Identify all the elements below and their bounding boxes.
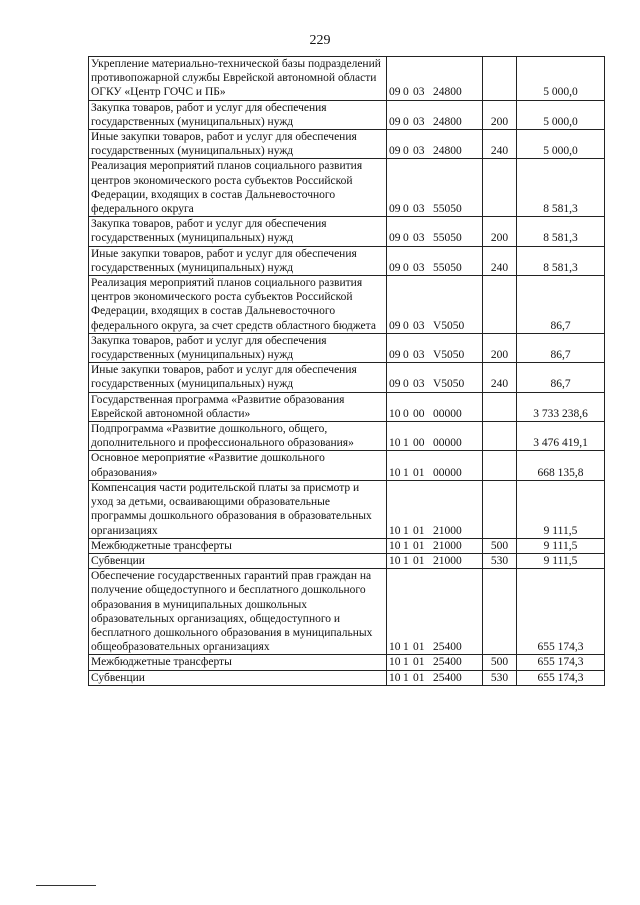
- row-name: Реализация мероприятий планов социального развития центров экономического роста субъектов Российской Федерации, входящих в состав Дальневосточного федерального округа: [89, 159, 387, 217]
- row-sum: 86,7: [517, 333, 605, 362]
- code-section: 10: [389, 671, 401, 684]
- code-program-type: 0: [403, 145, 409, 158]
- table-row: [89, 217, 605, 246]
- row-name: Закупка товаров, работ и услуг для обеспечения государственных (муниципальных) нужд: [89, 100, 387, 129]
- code-subsection: 01: [413, 641, 425, 654]
- row-sum: 5 000,0: [517, 57, 605, 101]
- row-sum: 3 733 238,6: [517, 392, 605, 421]
- table-row: [89, 451, 605, 480]
- table-row: [89, 246, 605, 275]
- row-code: [387, 276, 483, 334]
- code-subsection: 03: [413, 203, 425, 216]
- code-direction: 24800: [433, 115, 462, 128]
- row-name: Подпрограмма «Развитие дошкольного, общего, дополнительного и профессионального образования»: [89, 422, 387, 451]
- row-expense-type: [483, 276, 517, 334]
- table-row: [89, 480, 605, 538]
- code-subsection: 03: [413, 145, 425, 158]
- row-sum: 655 174,3: [517, 655, 605, 670]
- table-row: [89, 276, 605, 334]
- row-sum: 655 174,3: [517, 670, 605, 685]
- row-name: Реализация мероприятий планов социального развития центров экономического роста субъектов Российской Федерации, входящих в состав Дальневосточного федерального округа, за счет средств областного бюджета: [89, 276, 387, 334]
- row-name: Укрепление материально-технической базы подразделений противопожарной службы Еврейской автономной области ОГКУ «Центр ГОЧС и ПБ»: [89, 57, 387, 101]
- code-program-type: 1: [403, 656, 409, 669]
- code-program-type: 1: [403, 641, 409, 654]
- row-code: [387, 392, 483, 421]
- code-section: 10: [389, 524, 401, 537]
- code-subsection: 03: [413, 115, 425, 128]
- code-direction: 55050: [433, 232, 462, 245]
- table-row: [89, 159, 605, 217]
- row-expense-type: 240: [483, 363, 517, 392]
- code-subsection: 01: [413, 539, 425, 552]
- row-expense-type: 200: [483, 333, 517, 362]
- table-row: [89, 130, 605, 159]
- row-sum: 3 476 419,1: [517, 422, 605, 451]
- code-section: 09: [389, 261, 401, 274]
- row-sum: 9 111,5: [517, 538, 605, 553]
- row-code: [387, 553, 483, 568]
- row-code: [387, 451, 483, 480]
- code-subsection: 03: [413, 378, 425, 391]
- row-code: [387, 569, 483, 655]
- code-section: 10: [389, 554, 401, 567]
- table-row: [89, 422, 605, 451]
- code-direction: 25400: [433, 641, 462, 654]
- code-direction: 55050: [433, 261, 462, 274]
- code-section: 09: [389, 232, 401, 245]
- code-program-type: 1: [403, 437, 409, 450]
- code-direction: 21000: [433, 524, 462, 537]
- row-sum: 668 135,8: [517, 451, 605, 480]
- row-code: [387, 480, 483, 538]
- code-section: 09: [389, 203, 401, 216]
- code-subsection: 03: [413, 349, 425, 362]
- row-sum: 8 581,3: [517, 246, 605, 275]
- row-sum: 86,7: [517, 363, 605, 392]
- row-code: [387, 363, 483, 392]
- table-row: [89, 333, 605, 362]
- table-row: [89, 569, 605, 655]
- code-direction: V5050: [433, 378, 465, 391]
- code-section: 09: [389, 349, 401, 362]
- code-section: 10: [389, 539, 401, 552]
- row-name: Иные закупки товаров, работ и услуг для обеспечения государственных (муниципальных) нужд: [89, 130, 387, 159]
- code-subsection: 03: [413, 86, 425, 99]
- row-code: [387, 538, 483, 553]
- code-program-type: 0: [403, 86, 409, 99]
- code-section: 09: [389, 145, 401, 158]
- code-program-type: 1: [403, 554, 409, 567]
- table-row: [89, 553, 605, 568]
- code-section: 09: [389, 319, 401, 332]
- row-name: Обеспечение государственных гарантий прав граждан на получение общедоступного и бесплатного дошкольного образования в муниципальных дошкольных образовательных организациях, общедоступного и бесплатного дошкольного образования в муниципальных общеобразовательных организациях: [89, 569, 387, 655]
- code-subsection: 03: [413, 261, 425, 274]
- row-sum: 9 111,5: [517, 480, 605, 538]
- code-direction: V5050: [433, 319, 465, 332]
- code-direction: 24800: [433, 145, 462, 158]
- row-sum: 9 111,5: [517, 553, 605, 568]
- row-expense-type: 500: [483, 655, 517, 670]
- row-code: [387, 655, 483, 670]
- code-subsection: 01: [413, 466, 425, 479]
- budget-table: [88, 56, 605, 686]
- row-expense-type: 530: [483, 553, 517, 568]
- code-direction: 21000: [433, 554, 462, 567]
- row-expense-type: 240: [483, 130, 517, 159]
- row-code: [387, 422, 483, 451]
- code-program-type: 0: [403, 203, 409, 216]
- code-program-type: 0: [403, 407, 409, 420]
- code-direction: V5050: [433, 349, 465, 362]
- table-row: [89, 670, 605, 685]
- code-program-type: 0: [403, 378, 409, 391]
- row-code: [387, 130, 483, 159]
- table-row: [89, 363, 605, 392]
- code-program-type: 0: [403, 232, 409, 245]
- code-direction: 21000: [433, 539, 462, 552]
- row-name: Субвенции: [89, 670, 387, 685]
- code-program-type: 0: [403, 261, 409, 274]
- row-expense-type: [483, 569, 517, 655]
- code-program-type: 1: [403, 539, 409, 552]
- table-row: [89, 57, 605, 101]
- row-name: Закупка товаров, работ и услуг для обеспечения государственных (муниципальных) нужд: [89, 333, 387, 362]
- code-section: 10: [389, 466, 401, 479]
- row-name: Государственная программа «Развитие образования Еврейской автономной области»: [89, 392, 387, 421]
- code-section: 09: [389, 378, 401, 391]
- row-expense-type: 240: [483, 246, 517, 275]
- row-sum: 5 000,0: [517, 100, 605, 129]
- code-subsection: 01: [413, 671, 425, 684]
- row-code: [387, 246, 483, 275]
- code-program-type: 0: [403, 319, 409, 332]
- code-direction: 25400: [433, 671, 462, 684]
- row-expense-type: [483, 480, 517, 538]
- code-direction: 00000: [433, 466, 462, 479]
- row-code: [387, 57, 483, 101]
- code-section: 09: [389, 115, 401, 128]
- row-expense-type: [483, 451, 517, 480]
- code-direction: 55050: [433, 203, 462, 216]
- code-program-type: 0: [403, 349, 409, 362]
- code-section: 10: [389, 656, 401, 669]
- footer-rule: [36, 885, 96, 886]
- row-sum: 5 000,0: [517, 130, 605, 159]
- table-row: [89, 392, 605, 421]
- code-program-type: 1: [403, 671, 409, 684]
- row-expense-type: [483, 392, 517, 421]
- page-number: 229: [309, 33, 331, 48]
- code-direction: 24800: [433, 86, 462, 99]
- code-section: 09: [389, 86, 401, 99]
- row-expense-type: 200: [483, 100, 517, 129]
- row-expense-type: [483, 57, 517, 101]
- code-subsection: 01: [413, 656, 425, 669]
- row-expense-type: 500: [483, 538, 517, 553]
- row-code: [387, 159, 483, 217]
- code-subsection: 00: [413, 407, 425, 420]
- code-direction: 00000: [433, 407, 462, 420]
- row-name: Субвенции: [89, 553, 387, 568]
- row-name: Основное мероприятие «Развитие дошкольного образования»: [89, 451, 387, 480]
- row-sum: 86,7: [517, 276, 605, 334]
- code-section: 10: [389, 641, 401, 654]
- row-sum: 8 581,3: [517, 217, 605, 246]
- row-name: Иные закупки товаров, работ и услуг для обеспечения государственных (муниципальных) нужд: [89, 363, 387, 392]
- row-name: Закупка товаров, работ и услуг для обеспечения государственных (муниципальных) нужд: [89, 217, 387, 246]
- row-code: [387, 100, 483, 129]
- row-name: Межбюджетные трансферты: [89, 655, 387, 670]
- row-code: [387, 333, 483, 362]
- table-row: [89, 100, 605, 129]
- code-section: 10: [389, 407, 401, 420]
- table-row: [89, 538, 605, 553]
- code-subsection: 00: [413, 437, 425, 450]
- code-subsection: 01: [413, 524, 425, 537]
- row-name: Иные закупки товаров, работ и услуг для обеспечения государственных (муниципальных) нужд: [89, 246, 387, 275]
- table-row: [89, 655, 605, 670]
- row-name: Межбюджетные трансферты: [89, 538, 387, 553]
- row-code: [387, 670, 483, 685]
- row-sum: 8 581,3: [517, 159, 605, 217]
- row-expense-type: 200: [483, 217, 517, 246]
- code-direction: 25400: [433, 656, 462, 669]
- row-expense-type: [483, 422, 517, 451]
- code-subsection: 01: [413, 554, 425, 567]
- row-name: Компенсация части родительской платы за присмотр и уход за детьми, осваивающими образовательные программы дошкольного образования в образовательных организациях: [89, 480, 387, 538]
- code-subsection: 03: [413, 232, 425, 245]
- code-program-type: 0: [403, 115, 409, 128]
- code-subsection: 03: [413, 319, 425, 332]
- row-expense-type: 530: [483, 670, 517, 685]
- code-section: 10: [389, 437, 401, 450]
- code-program-type: 1: [403, 524, 409, 537]
- row-expense-type: [483, 159, 517, 217]
- row-sum: 655 174,3: [517, 569, 605, 655]
- row-code: [387, 217, 483, 246]
- code-program-type: 1: [403, 466, 409, 479]
- code-direction: 00000: [433, 437, 462, 450]
